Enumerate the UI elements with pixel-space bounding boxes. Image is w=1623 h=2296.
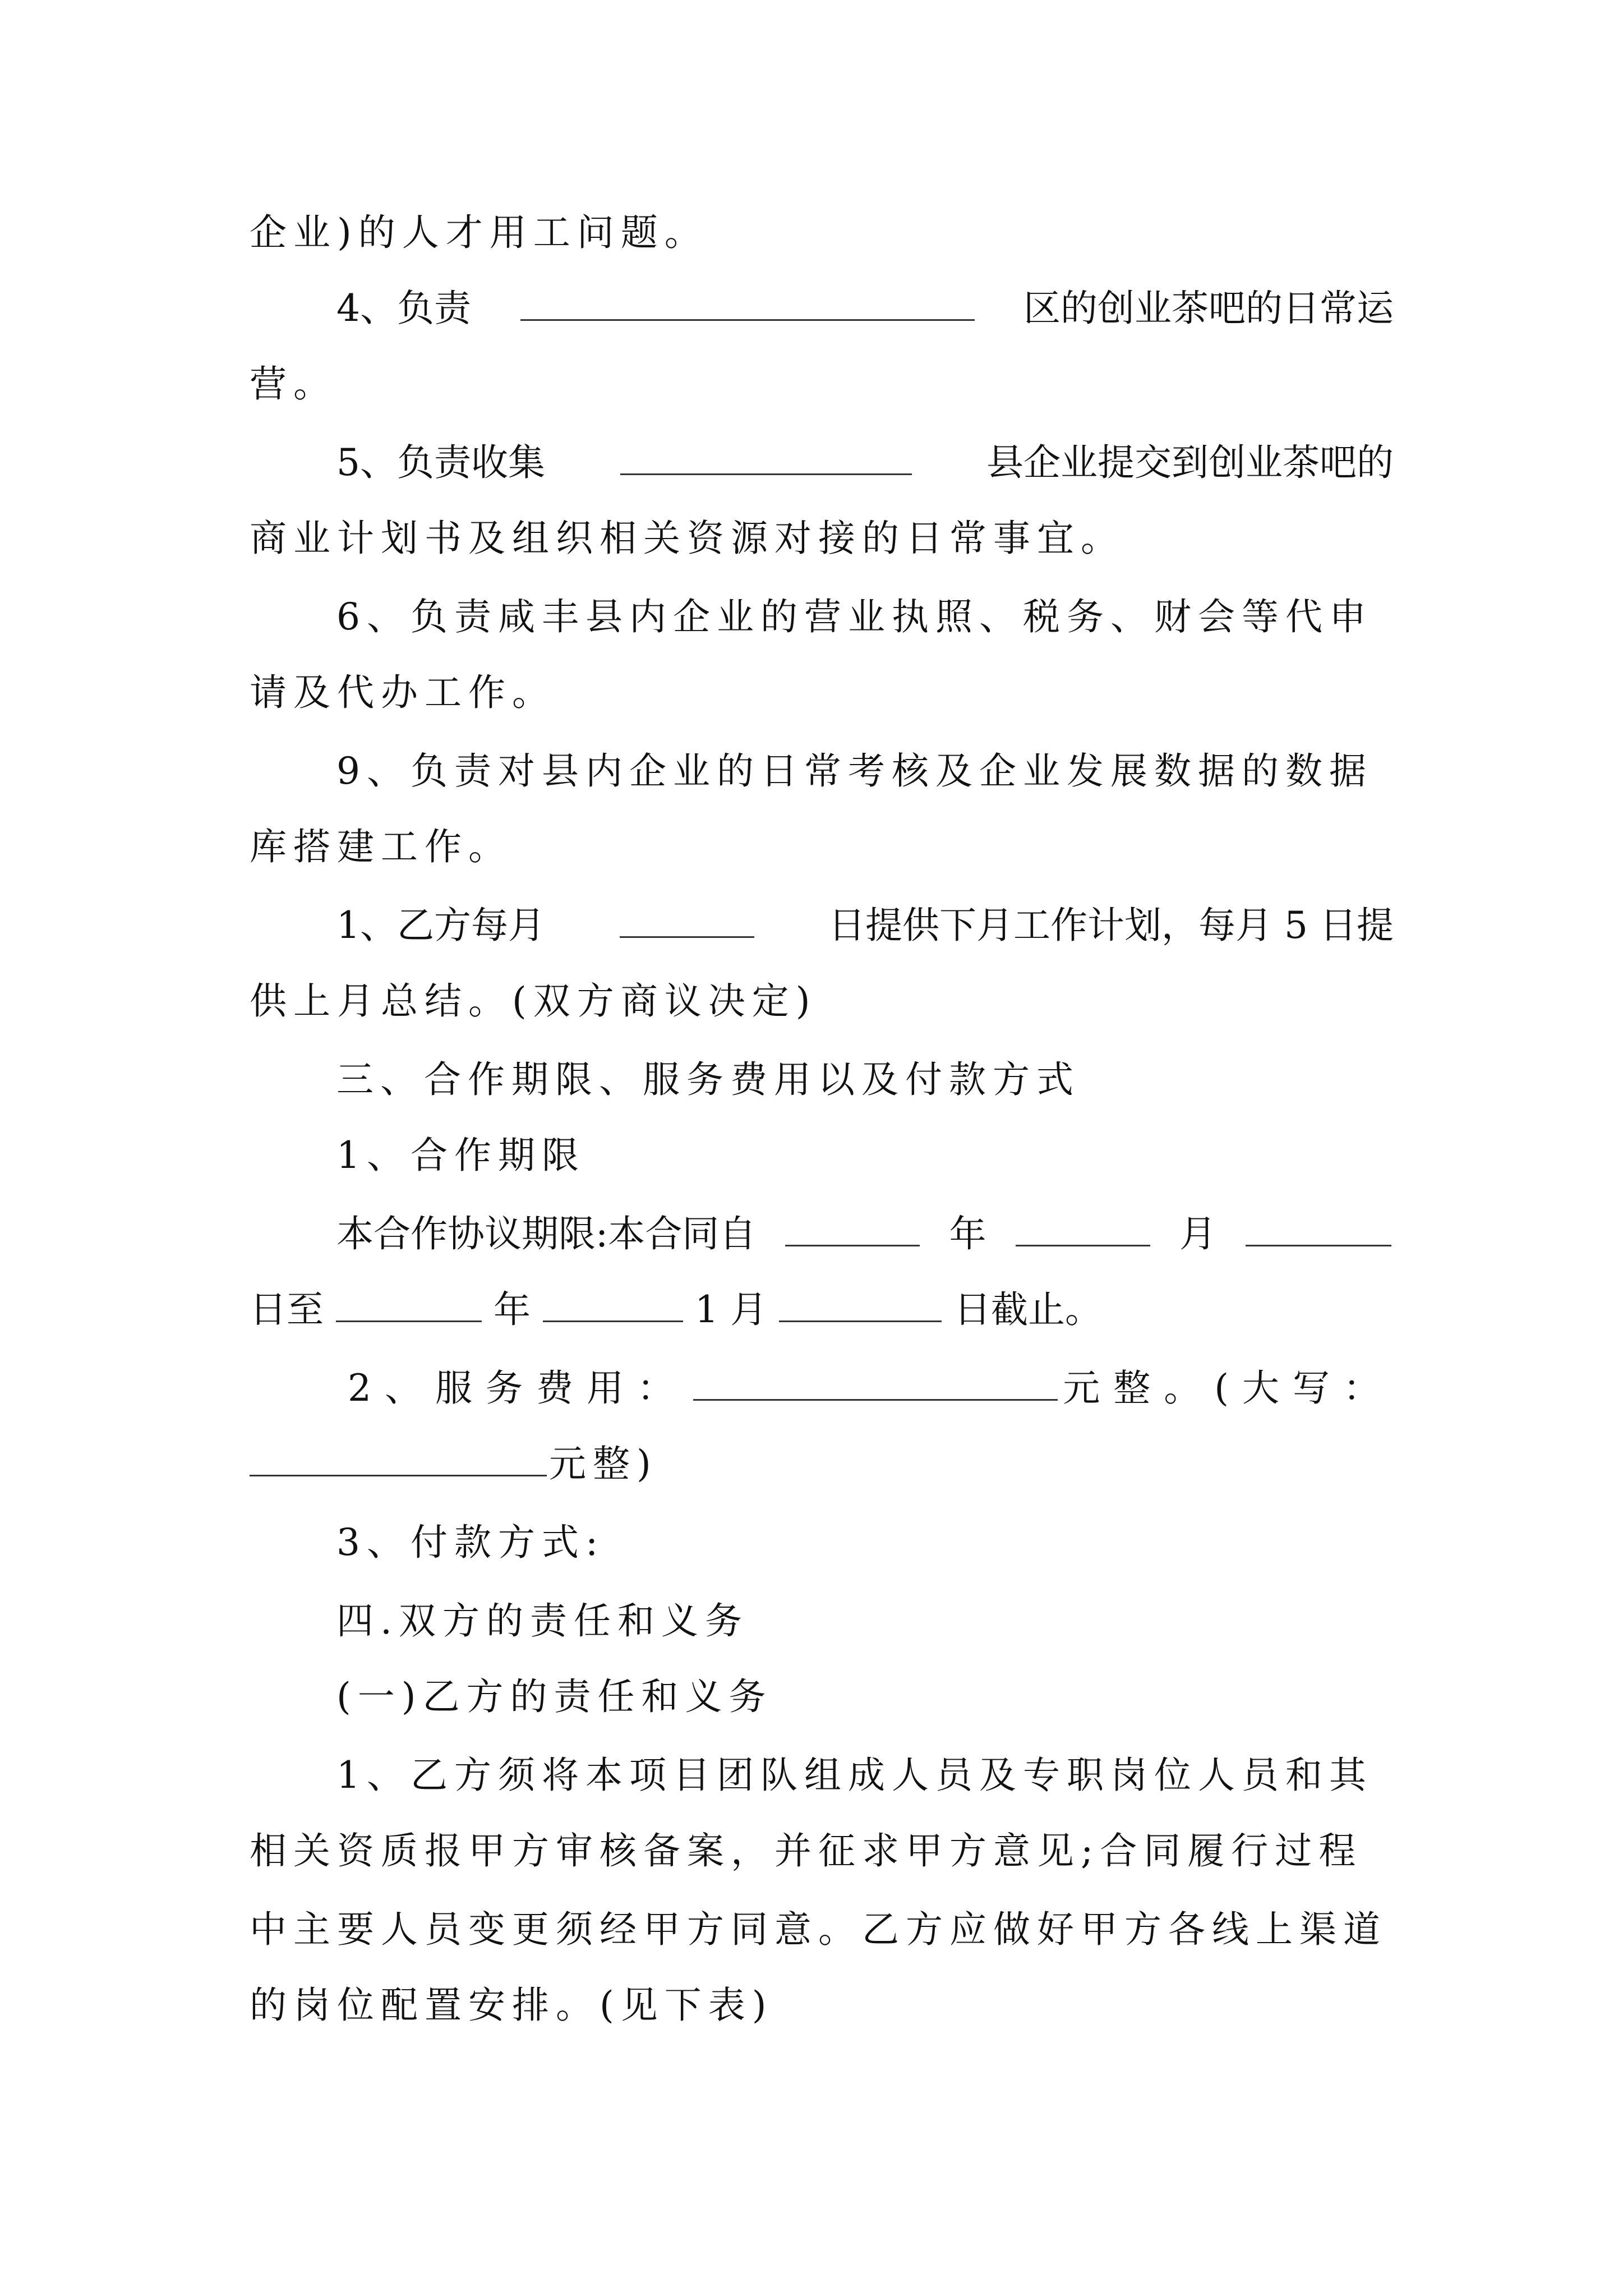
paragraph-line: 中主要人员变更须经甲方同意。乙方应做好甲方各线上渠道	[250, 1908, 1387, 1951]
fill-in-blank	[543, 1283, 683, 1322]
paragraph-line-with-blank	[336, 280, 1394, 337]
fill-in-blank	[336, 1283, 482, 1322]
text-segment: 日至	[250, 1288, 324, 1331]
fill-in-blank	[1246, 1208, 1391, 1246]
text-segment: 元整)	[549, 1442, 658, 1485]
sub-heading: 1、合作期限	[336, 1134, 585, 1177]
text-segment: 5、负责收集	[336, 441, 545, 484]
sub-heading: (一)乙方的责任和义务	[336, 1675, 773, 1718]
paragraph-line-with-blank	[348, 1360, 1394, 1416]
fill-in-blank	[693, 1362, 1058, 1401]
fill-in-blank	[785, 1208, 920, 1246]
paragraph-line-with-blank	[336, 898, 1394, 954]
text-segment: 1 月	[695, 1288, 767, 1331]
paragraph-line: 商业计划书及组织相关资源对接的日常事宜。	[250, 517, 1124, 560]
section-heading: 三、合作期限、服务费用以及付款方式	[336, 1058, 1080, 1101]
text-segment: 元整。(大写：	[1063, 1366, 1394, 1410]
paragraph-line: 库搭建工作。	[250, 825, 512, 868]
paragraph-line: 1、乙方须将本项目团队组成人员及专职岗位人员和其	[336, 1754, 1373, 1797]
paragraph-line: 的岗位配置安排。(见下表)	[250, 1984, 773, 2027]
paragraph-line-with-blank	[250, 1282, 1102, 1338]
text-segment: 月	[1179, 1212, 1216, 1255]
text-segment: 4、负责	[336, 287, 471, 330]
text-segment: 年	[494, 1288, 531, 1331]
fill-in-blank	[620, 436, 912, 475]
text-segment: 日截止。	[953, 1288, 1102, 1331]
fill-in-blank	[620, 899, 754, 938]
text-segment: 区的创业茶吧的日常运	[1023, 287, 1394, 330]
text-segment: 2、服务费用：	[348, 1366, 688, 1410]
fill-in-blank	[1016, 1208, 1150, 1246]
fill-in-blank	[250, 1438, 547, 1476]
paragraph-line: 6、负责咸丰县内企业的营业执照、税务、财会等代申	[336, 595, 1373, 638]
section-heading: 四.双方的责任和义务	[336, 1599, 749, 1642]
paragraph-line: 3、付款方式:	[336, 1521, 605, 1564]
text-segment: 日提供下月工作计划，每月 5 日提	[828, 904, 1394, 947]
paragraph-line-with-blank	[336, 435, 1394, 491]
paragraph-line-with-blank	[250, 1436, 1394, 1492]
fill-in-blank	[520, 282, 975, 321]
paragraph-line: 供上月总结。(双方商议决定)	[250, 979, 817, 1023]
paragraph-line: 企业)的人才用工问题。	[250, 211, 708, 254]
paragraph-line: 请及代办工作。	[250, 671, 556, 714]
text-segment: 1、乙方每月	[336, 904, 545, 947]
fill-in-blank	[779, 1283, 942, 1322]
paragraph-line: 9、负责对县内企业的日常考核及企业发展数据的数据	[336, 749, 1373, 793]
paragraph-line: 营。	[250, 362, 337, 406]
text-segment: 县企业提交到创业茶吧的	[986, 441, 1394, 484]
paragraph-line-with-blank	[336, 1206, 1394, 1262]
paragraph-line: 相关资质报甲方审核备案，并征求甲方意见;合同履行过程	[250, 1829, 1363, 1872]
text-segment: 年	[949, 1212, 986, 1255]
text-segment: 本合作协议期限:本合同自	[336, 1212, 757, 1255]
